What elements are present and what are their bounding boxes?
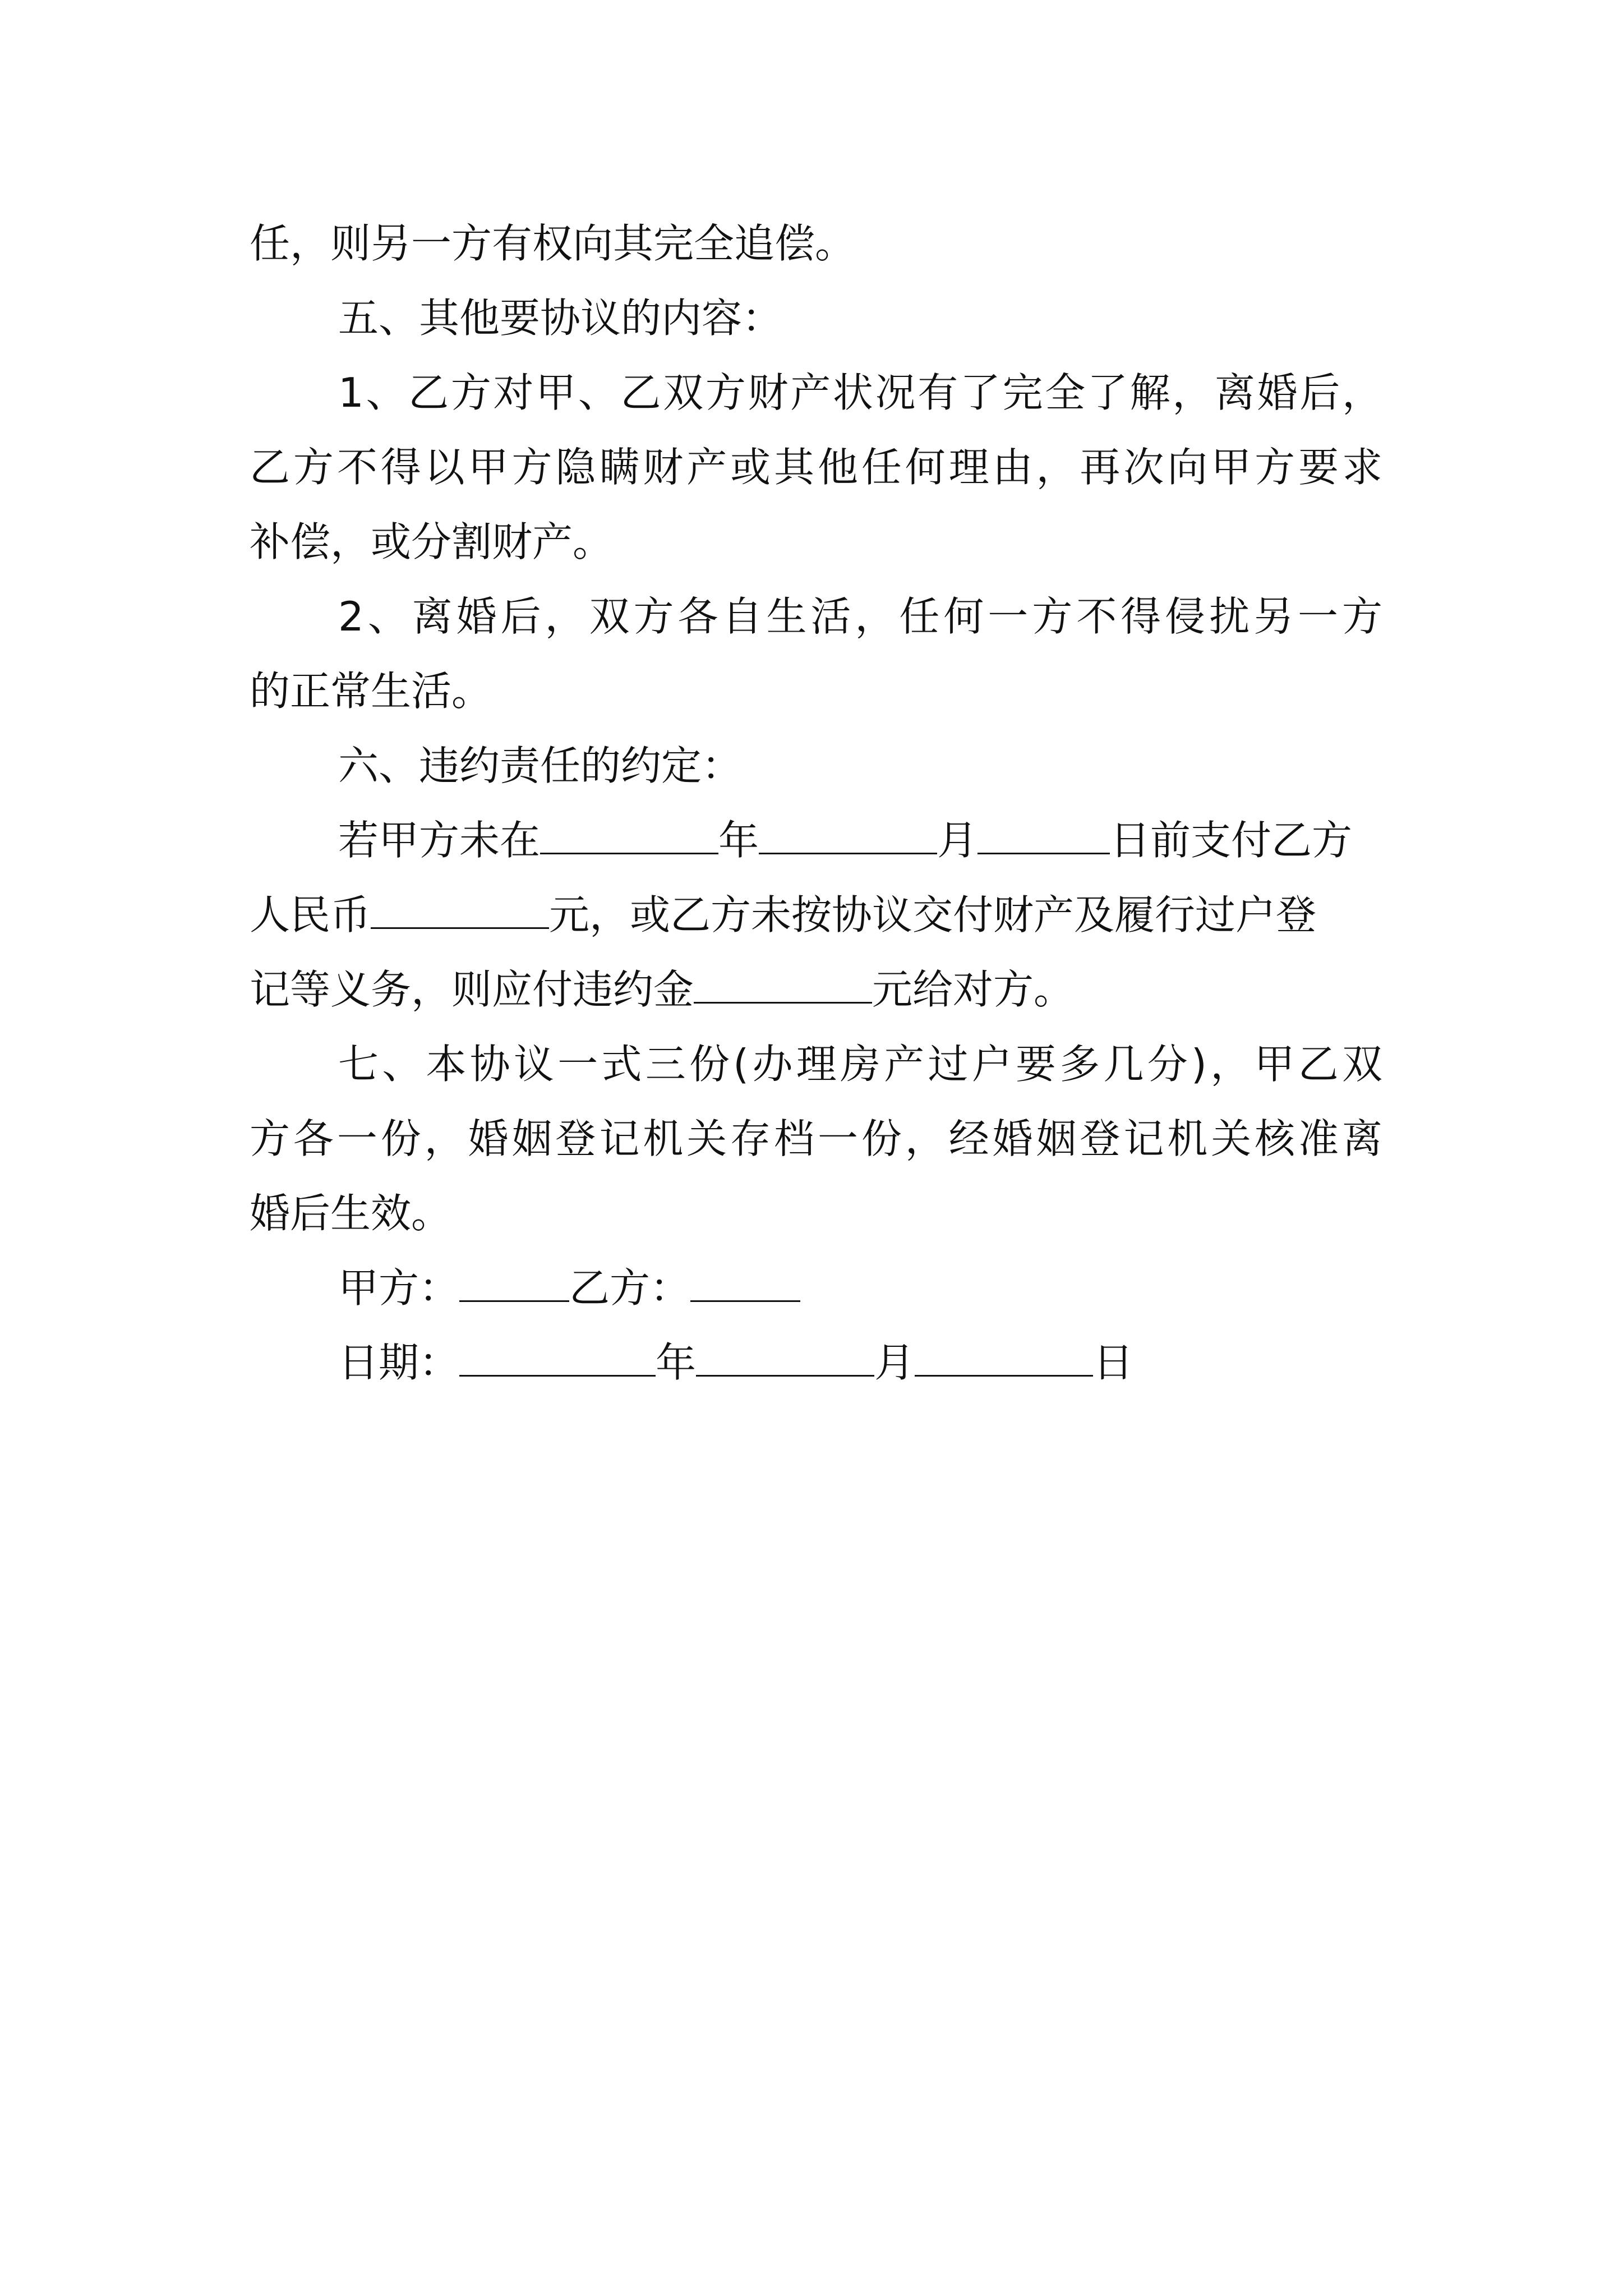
- year-label: 年: [718, 817, 759, 864]
- penalty-line-1: [338, 812, 1352, 868]
- party-a-blank: [459, 1268, 569, 1302]
- month-blank: [759, 820, 937, 854]
- date-year-label: 年: [656, 1339, 697, 1386]
- date-day-blank: [915, 1342, 1093, 1377]
- party-a-label: 甲方：: [338, 1264, 460, 1312]
- penalty-amount-blank: [694, 969, 872, 1004]
- section-heading-6: 六、违约责任的约定：: [338, 742, 743, 789]
- amount-blank: [371, 895, 549, 929]
- party-b-blank: [690, 1268, 800, 1302]
- signature-line: [338, 1260, 800, 1316]
- penalty-text: 人民币: [250, 891, 371, 938]
- paragraph-line: 七、本协议一式三份(办理房产过户要多几分)，甲乙双: [338, 1041, 1382, 1088]
- paragraph-line: 补偿，或分割财产。: [250, 518, 614, 565]
- date-label: 日期：: [338, 1339, 460, 1386]
- penalty-line-2: [250, 887, 1316, 943]
- penalty-text: 元给对方。: [872, 966, 1075, 1013]
- date-month-blank: [696, 1342, 874, 1377]
- penalty-line-3: [250, 961, 1074, 1018]
- year-blank: [540, 820, 718, 854]
- paragraph-line: 乙方不得以甲方隐瞒财产或其他任何理由，再次向甲方要求: [250, 444, 1382, 491]
- paragraph-line: 的正常生活。: [250, 668, 492, 715]
- paragraph-line: 2、离婚后，双方各自生活，任何一方不得侵扰另一方: [338, 593, 1382, 640]
- day-blank: [978, 820, 1110, 854]
- paragraph-line: 方各一份，婚姻登记机关存档一份，经婚姻登记机关核准离: [250, 1115, 1382, 1162]
- penalty-text: 日前支付乙方: [1110, 817, 1353, 864]
- penalty-text: 元，或乙方未按协议交付财产及履行过户登: [549, 891, 1317, 938]
- paragraph-line: 任，则另一方有权向其完全追偿。: [250, 220, 856, 267]
- date-month-label: 月: [874, 1339, 915, 1386]
- month-label: 月: [937, 817, 978, 864]
- penalty-text: 若甲方未在: [338, 817, 541, 864]
- section-heading-5: 五、其他要协议的内容：: [338, 295, 783, 342]
- date-line: [338, 1335, 1133, 1391]
- date-day-label: 日: [1093, 1339, 1134, 1386]
- date-year-blank: [459, 1342, 656, 1377]
- party-b-label: 乙方：: [569, 1264, 691, 1312]
- paragraph-line: 婚后生效。: [250, 1190, 452, 1237]
- penalty-text: 记等义务，则应付违约金: [250, 966, 694, 1013]
- paragraph-line: 1、乙方对甲、乙双方财产状况有了完全了解，离婚后，: [338, 369, 1382, 416]
